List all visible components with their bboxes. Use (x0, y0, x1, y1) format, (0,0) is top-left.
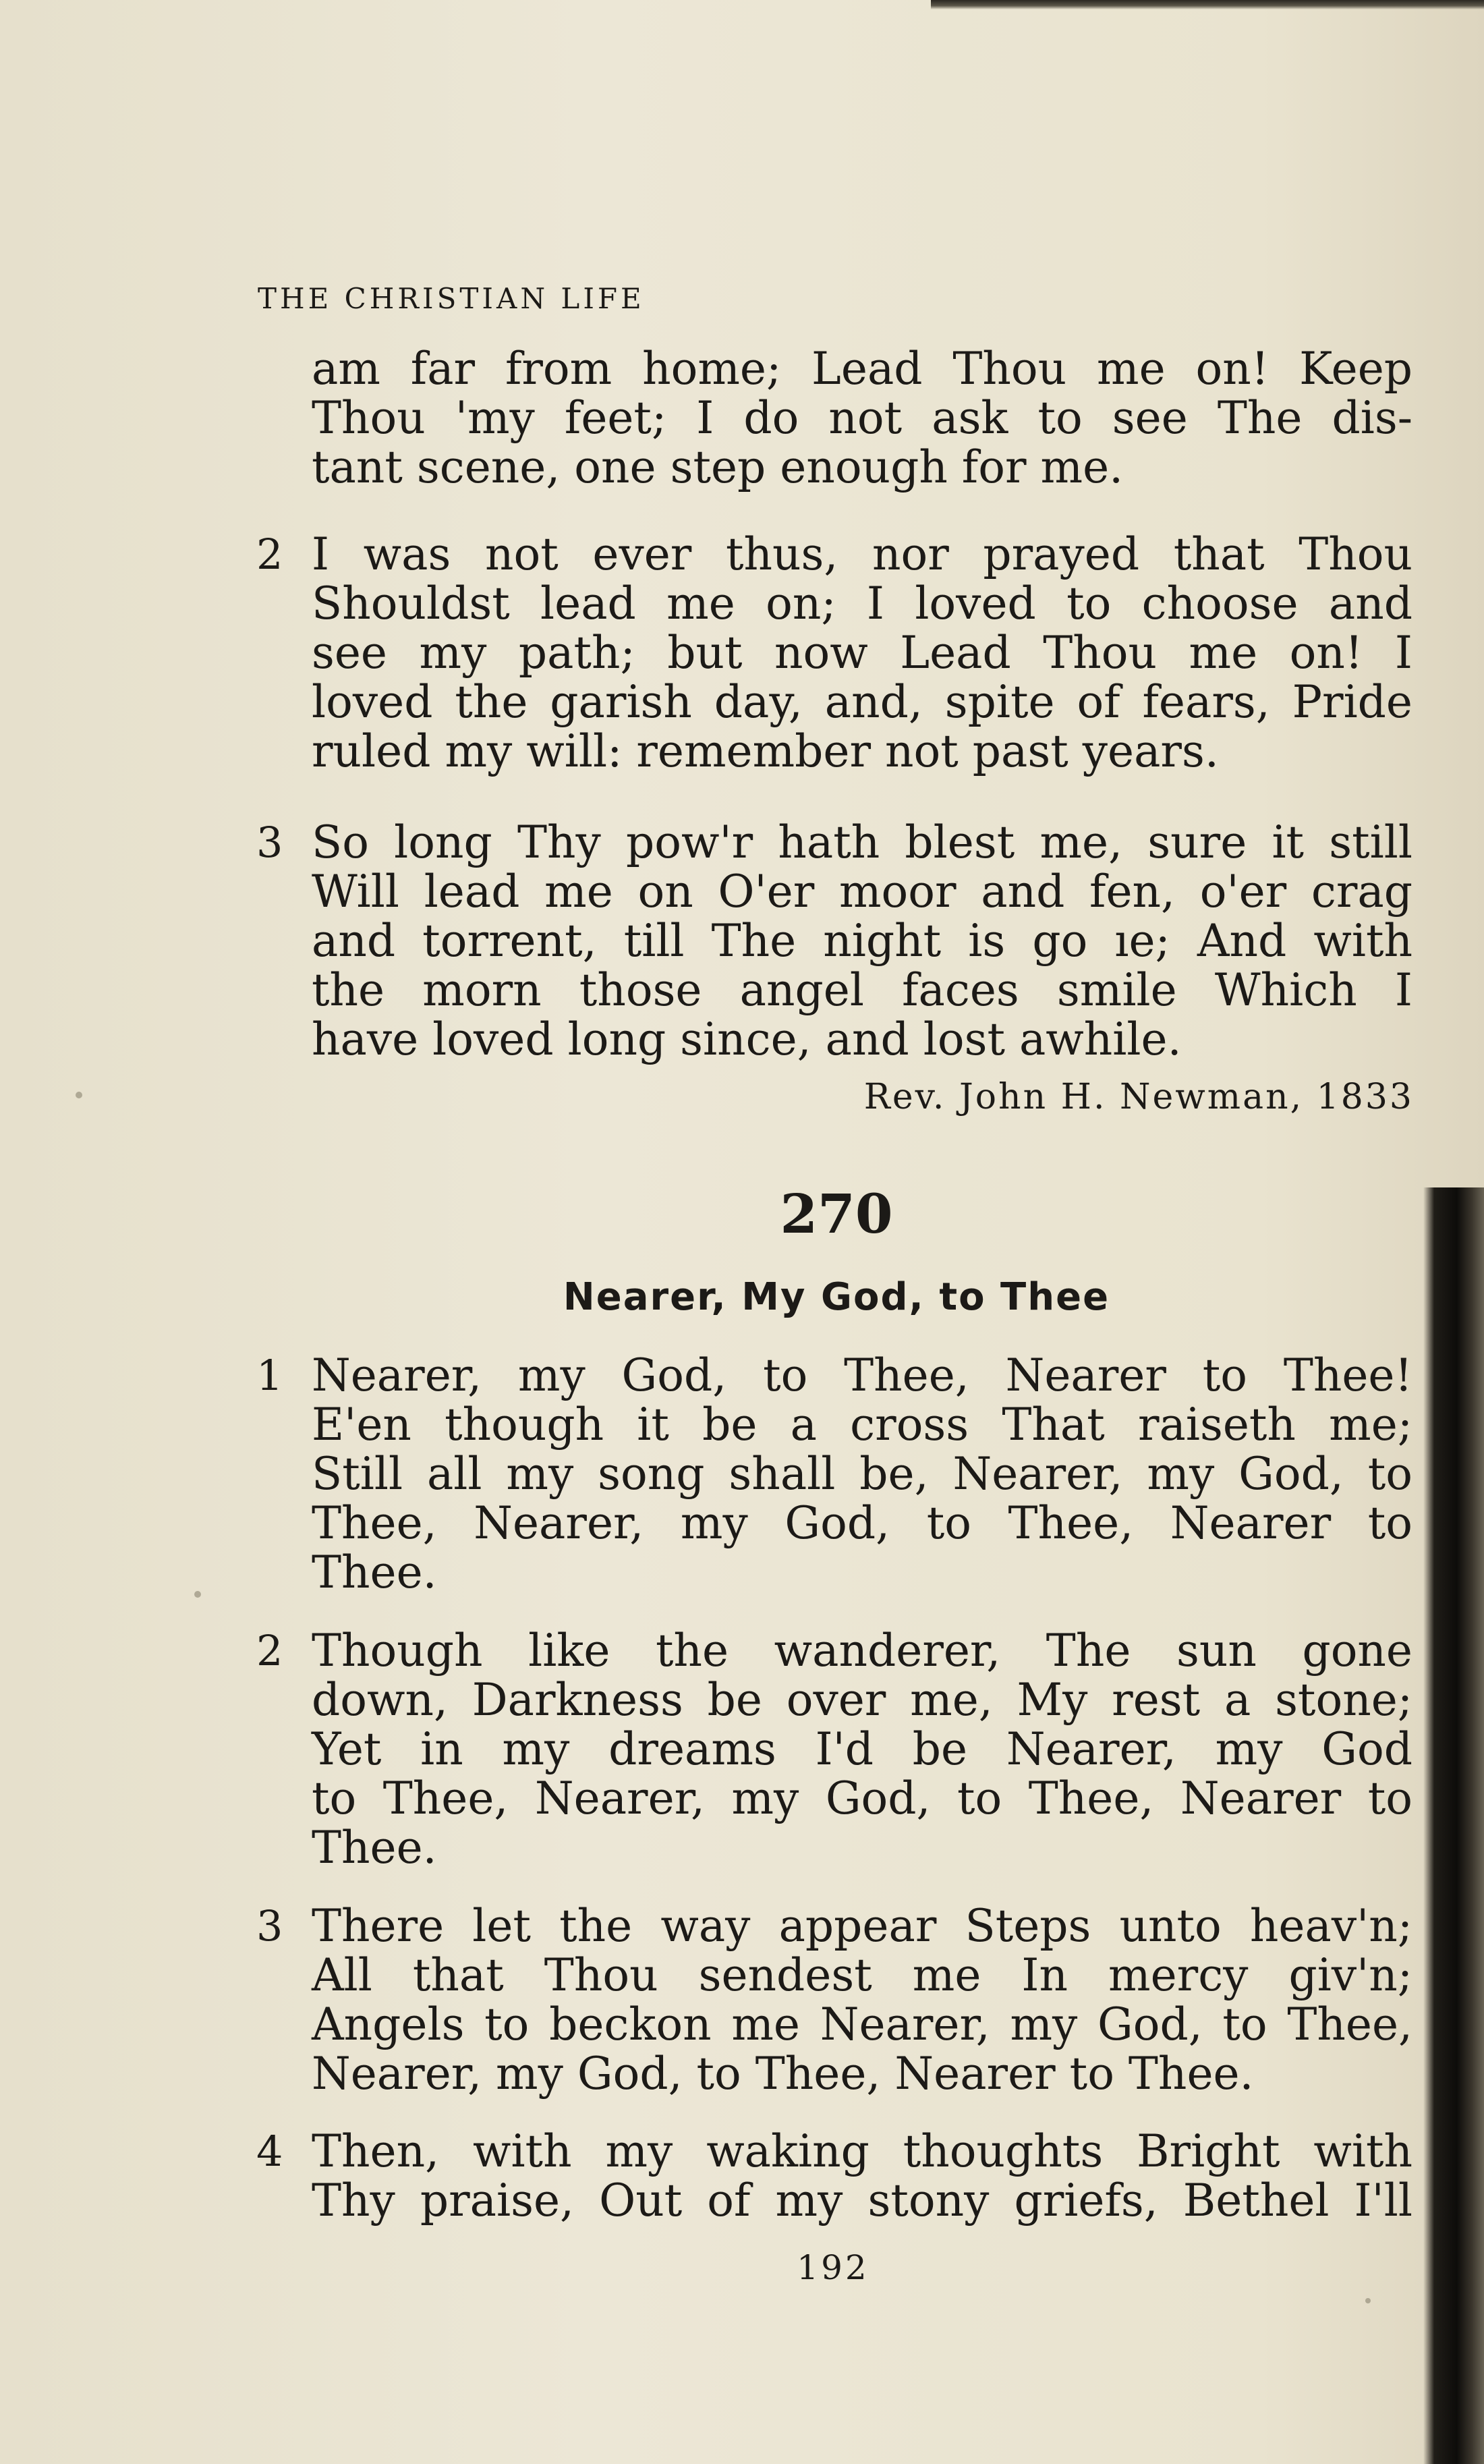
prev-hymn-verse-2 (312, 530, 1412, 776)
text-line: down, Darkness be over me, My rest a stone; (312, 1674, 1412, 1726)
text-line: Yet in my dreams I'd be Nearer, my God (312, 1723, 1412, 1775)
hymn-verse-3 (312, 1901, 1412, 2098)
text-line: Then, with my waking thoughts Bright with (312, 2125, 1412, 2177)
text-line: All that Thou sendest me In mercy giv'n; (312, 1949, 1412, 2001)
verse-number: 3 (256, 818, 283, 867)
author-attribution: Rev. John H. Newman, 1833 (863, 1077, 1414, 1117)
text-line: to Thee, Nearer, my God, to Thee, Nearer to (312, 1772, 1412, 1824)
verse-number: 4 (256, 2127, 283, 2176)
text-line: loved the garish day, and, spite of fears, Pride (312, 676, 1412, 728)
text-line: Thee. (312, 1822, 437, 1874)
text-line: am far from home; Lead Thou me on! Keep (312, 343, 1412, 395)
paper-speck (76, 1092, 82, 1098)
hymn-verse-4 (312, 2127, 1412, 2225)
text-line: have loved long since, and lost awhile. (312, 1013, 1182, 1065)
text-line: Thy praise, Out of my stony griefs, Bethel I'll (312, 2175, 1412, 2227)
text-line: and torrent, till The night is go ıe; And with (312, 915, 1412, 967)
hymn-title: Nearer, My God, to Thee (563, 1275, 1110, 1319)
prev-hymn-continuation (312, 344, 1412, 492)
paper-speck (1365, 2298, 1371, 2303)
verse-number: 2 (256, 1626, 283, 1675)
hymn-verse-1 (312, 1351, 1412, 1597)
text-line: Nearer, my God, to Thee, Nearer to Thee. (312, 2048, 1254, 2100)
hymn-verse-2 (312, 1626, 1412, 1872)
text-line: see my path; but now Lead Thou me on! I (312, 627, 1412, 679)
paper-speck (194, 1591, 201, 1598)
text-line: Thee, Nearer, my God, to Thee, Nearer to (312, 1497, 1412, 1549)
text-line: Nearer, my God, to Thee, Nearer to Thee! (312, 1349, 1412, 1401)
verse-number: 3 (256, 1901, 283, 1951)
text-line: E'en though it be a cross That raiseth me; (312, 1399, 1412, 1451)
text-line: tant scene, one step enough for me. (312, 441, 1124, 493)
text-line: Thee. (312, 1546, 437, 1598)
text-line: the morn those angel faces smile Which I (312, 964, 1412, 1016)
page-number: 192 (797, 2248, 869, 2287)
text-line: Shouldst lead me on; I loved to choose and (312, 578, 1412, 629)
text-line: Thou 'my feet; I do not ask to see The dis- (312, 392, 1412, 444)
page-top-shadow (931, 0, 1484, 9)
text-line: So long Thy pow'r hath blest me, sure it still (312, 816, 1412, 868)
text-line: Though like the wanderer, The sun gone (312, 1625, 1412, 1677)
text-line: I was not ever thus, nor prayed that Thou (312, 528, 1412, 580)
prev-hymn-verse-3 (312, 818, 1412, 1064)
running-head: THE CHRISTIAN LIFE (258, 282, 645, 315)
hymn-number: 270 (780, 1182, 893, 1245)
verse-number: 2 (256, 530, 283, 579)
text-line: Still all my song shall be, Nearer, my God, to (312, 1448, 1412, 1500)
verse-number: 1 (256, 1351, 283, 1400)
text-line: ruled my will: remember not past years. (312, 725, 1219, 777)
text-line: Angels to beckon me Nearer, my God, to Thee, (312, 1998, 1412, 2050)
text-line: There let the way appear Steps unto heav'n; (312, 1900, 1412, 1952)
text-line: Will lead me on O'er moor and fen, o'er crag (312, 866, 1412, 918)
